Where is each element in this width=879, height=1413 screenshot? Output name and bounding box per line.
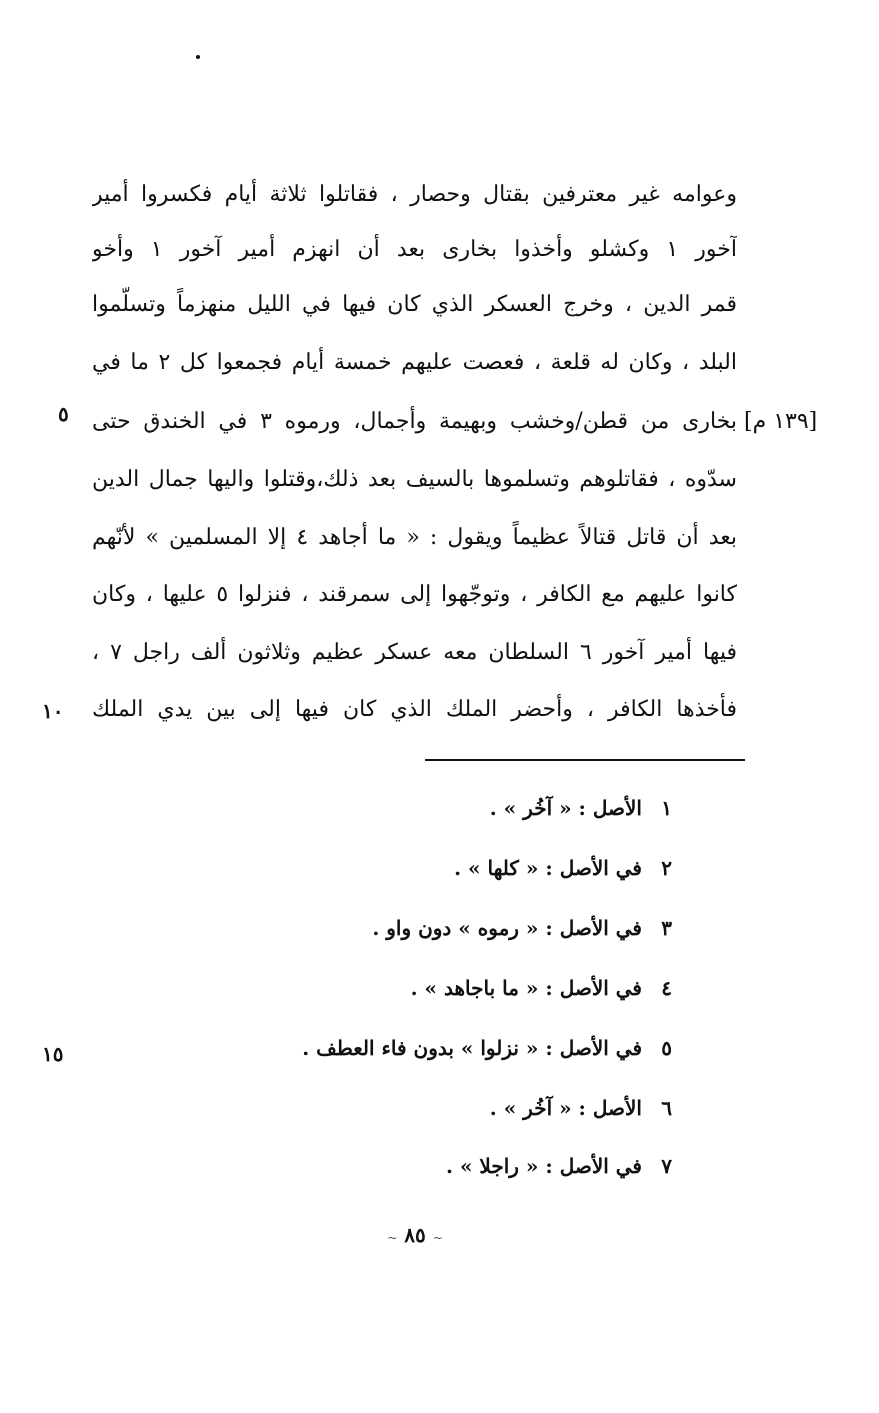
line-number-15: ١٥ <box>42 1042 64 1066</box>
page-number-value: ٨٥ <box>404 1223 426 1247</box>
footnote-number: ٢ <box>661 856 672 880</box>
body-line-10: فأخذها الكافر ، وأحضر الملك الذي كان فيها إلى بين يدي الملك <box>92 697 737 722</box>
body-line-5: بخارى من قطن/وخشب وبهيمة وأجمال، ورموه ٣ في الخندق حتى <box>92 409 737 434</box>
body-line-8: كانوا عليهم مع الكافر ، وتوجّهوا إلى سمرقند ، فنزلوا ٥ عليها ، وكان <box>92 582 737 607</box>
body-line-1: وعوامه غير معترفين بقتال وحصار ، فقاتلوا ثلاثة أيام فكسروا أمير <box>92 182 737 207</box>
footnote-number: ٦ <box>661 1096 672 1120</box>
body-line-7: بعد أن قاتل قتالاً عظيماً ويقول : « ما أجاهد ٤ إلا المسلمين » لأنّهم <box>92 525 737 550</box>
footnote-3 <box>372 910 672 946</box>
footnote-text: الأصل : « آخُر » . <box>489 796 642 820</box>
footnote-separator <box>425 759 745 761</box>
footnote-text: في الأصل : « ما باجاهد » . <box>410 976 642 1000</box>
footnote-text: في الأصل : « نزلوا » بدون فاء العطف . <box>302 1036 642 1060</box>
footnote-2 <box>454 850 672 886</box>
footnote-text: في الأصل : « رموه » دون واو . <box>372 916 642 940</box>
footnote-text: في الأصل : « راجلا » . <box>446 1154 642 1178</box>
footnote-number: ٤ <box>661 976 672 1000</box>
folio-marker: [١٣٩ م] <box>744 409 818 434</box>
speck-mark <box>196 55 200 59</box>
footnote-4 <box>411 970 672 1006</box>
ornament-right: ~ <box>387 1231 398 1245</box>
body-line-9: فيها أمير آخور ٦ السلطان معه عسكر عظيم وثلاثون ألف راجل ٧ ، <box>92 640 737 665</box>
ornament-left: ~ <box>432 1231 443 1245</box>
footnote-number: ١ <box>661 796 672 820</box>
page-number <box>370 1220 460 1250</box>
footnote-7 <box>446 1148 672 1184</box>
footnote-number: ٥ <box>661 1036 672 1060</box>
footnote-6 <box>490 1090 672 1126</box>
body-line-4: البلد ، وكان له قلعة ، فعصت عليهم خمسة أيام فجمعوا كل ٢ ما في <box>92 350 737 375</box>
footnote-1 <box>490 790 672 826</box>
line-number-5: ٥ <box>58 402 69 426</box>
footnote-text: في الأصل : « كلها » . <box>454 856 642 880</box>
body-line-6: سدّوه ، فقاتلوهم وتسلموها بالسيف بعد ذلك،وقتلوا واليها جمال الدين <box>92 467 737 492</box>
body-line-3: قمر الدين ، وخرج العسكر الذي كان فيها في الليل منهزماً وتسلّموا <box>92 292 737 317</box>
footnote-number: ٣ <box>661 916 672 940</box>
body-line-2: آخور ١ وكشلو وأخذوا بخارى بعد أن انهزم أمير آخور ١ وأخو <box>92 237 737 262</box>
footnote-text: الأصل : « آخُر » . <box>489 1096 642 1120</box>
footnote-5 <box>302 1030 672 1066</box>
footnote-number: ٧ <box>661 1154 672 1178</box>
line-number-10: ١٠ <box>42 699 64 723</box>
